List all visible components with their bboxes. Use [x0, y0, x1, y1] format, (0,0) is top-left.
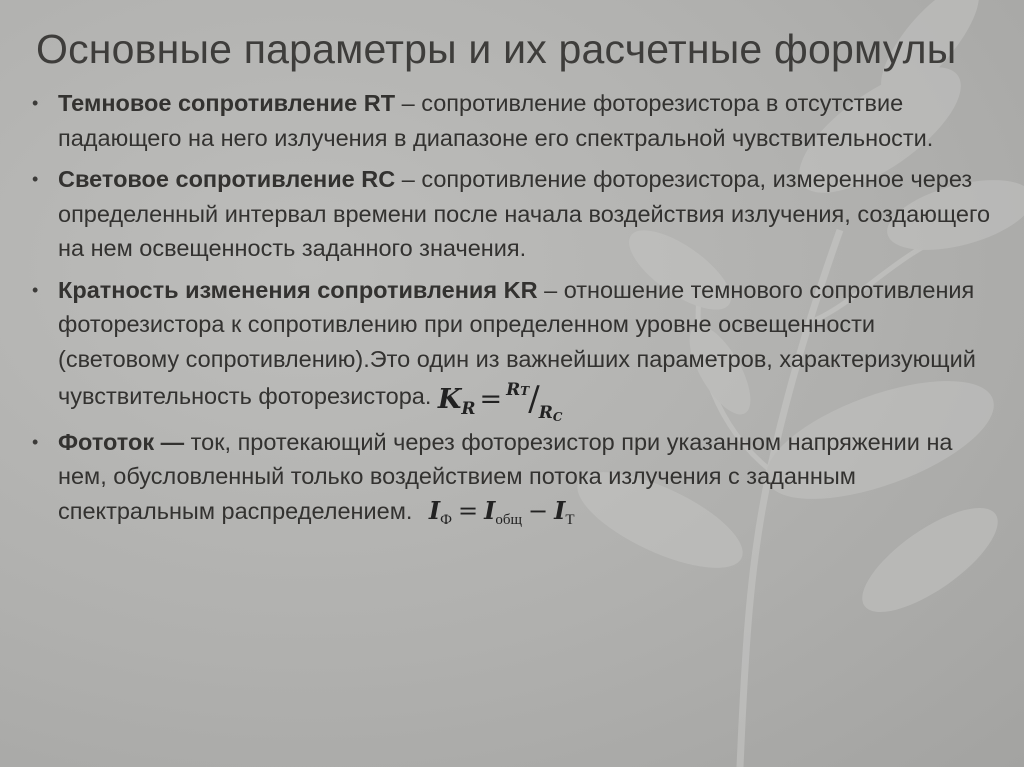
formula-kr-num-sub: T [520, 384, 530, 398]
formula-kr-lhs: K [437, 384, 462, 415]
list-item-photocurrent [32, 425, 992, 533]
formula-photocurrent [428, 495, 575, 528]
formula-kr-numerator [506, 380, 529, 400]
formula-i-lhs: I [428, 495, 441, 525]
formula-i-equals: = [458, 496, 479, 525]
formula-kr-den-symbol: R [538, 403, 553, 423]
formula-i-total: I [484, 495, 496, 525]
slide-title: Основные параметры и их расчетные формулы [36, 26, 957, 72]
bullet-icon: • [32, 431, 39, 452]
bullet-icon: • [32, 279, 39, 300]
bullet-icon: • [32, 169, 39, 189]
list-item-light-resistance [32, 162, 992, 266]
list-item-dark-resistance [32, 86, 992, 155]
list-item-resistance-ratio [32, 273, 992, 424]
formula-i-lhs-sub: Ф [440, 511, 453, 528]
term-light-resistance: Световое сопротивление RC [58, 166, 396, 192]
definition-photocurrent: ток, протекающий через фоторезистор при указанном напряжении на нем, обусловленный только воздействием потока излучения с заданным спектральным распределением. [58, 428, 953, 524]
definition-resistance-ratio: – отношение темнового сопротивления фоторезистора к сопротивлению при определенном уровне освещенности (световому сопротивлению).Это один из важнейших параметров, характеризующий чувствительность фоторезистора. [58, 276, 976, 409]
formula-kr-num-symbol: R [506, 380, 521, 400]
formula-kr-slash: / [528, 379, 540, 419]
formula-i-total-sub: общ [495, 511, 523, 528]
definition-dark-resistance: – сопротивление фоторезистора в отсутствие падающего на него излучения в диапазоне его спектральной чувствительности. [58, 90, 934, 151]
formula-i-dark: I [554, 495, 566, 525]
bullet-list [32, 86, 992, 539]
term-resistance-ratio: Кратность изменения сопротивления KR [58, 276, 538, 303]
term-dark-resistance: Темновое сопротивление RT [58, 90, 396, 116]
term-photocurrent: Фототок — [58, 428, 185, 455]
formula-i-dark-sub: Т [565, 511, 575, 528]
formula-kr-equals: = [479, 384, 503, 415]
formula-i-minus: − [528, 496, 549, 525]
bullet-icon: • [32, 93, 39, 113]
definition-light-resistance: – сопротивление фоторезистора, измеренное через определенный интервал времени после начала воздействия излучения, создающего на нем освещенность заданного значения. [58, 166, 991, 261]
formula-kr [437, 379, 563, 424]
formula-kr-denominator [539, 403, 563, 423]
formula-kr-den-sub: C [552, 410, 563, 424]
formula-kr-lhs-sub: R [461, 399, 476, 419]
